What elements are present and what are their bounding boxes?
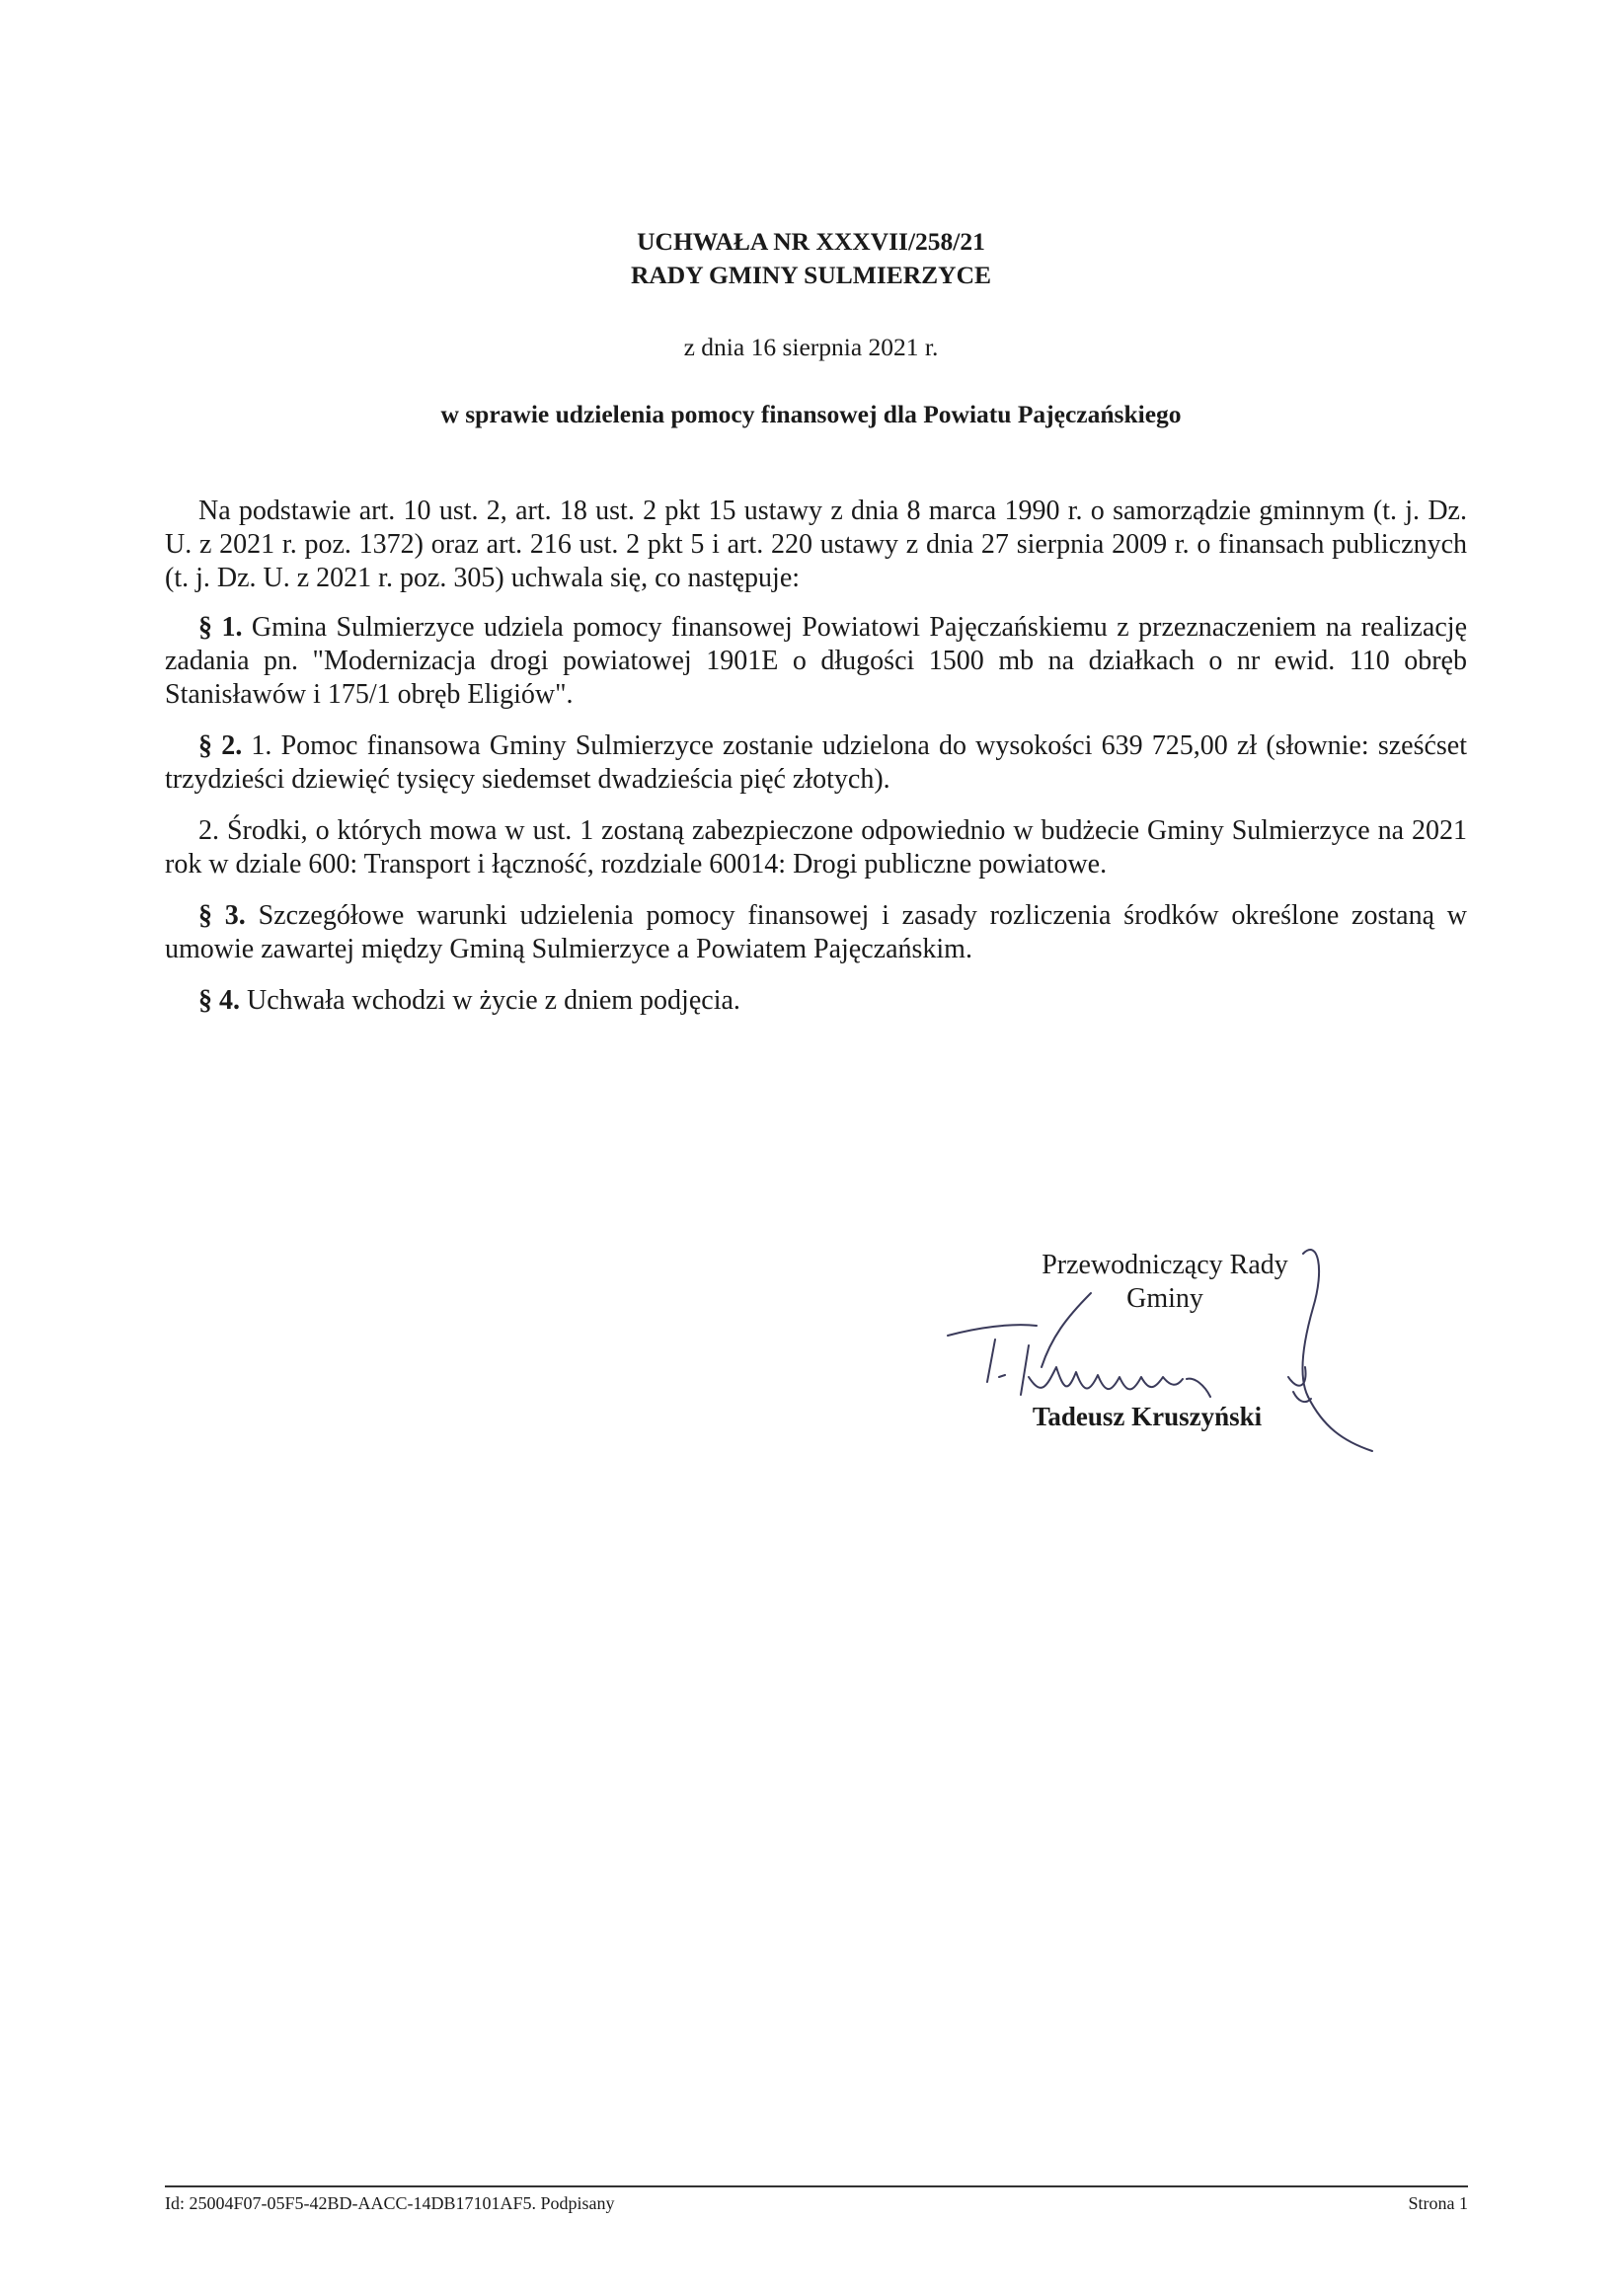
signer-name: Tadeusz Kruszyński — [1032, 1402, 1263, 1431]
signature-role-line-1: Przewodniczący Rady — [1042, 1250, 1288, 1280]
preamble: Na podstawie art. 10 ust. 2, art. 18 ust. 2 pkt 15 ustawy z dnia 8 marca 1990 r. o samorządzie gminnym (t. j. Dz. U. z 2021 r. poz. 1372) oraz art. 216 ust. 2 pkt 5 i art. 220 ustawy z dnia 27 sierpnia 2009 r. o finansach publicznych (t. j. Dz. U. z 2021 r. poz. 305) uchwala się, co następuje: — [165, 496, 1467, 593]
paragraph-text: Uchwała wchodzi w życie z dniem podjęcia. — [240, 985, 740, 1016]
paragraph-text: 1. Pomoc finansowa Gminy Sulmierzyce zostanie udzielona do wysokości 639 725,00 zł (słownie: sześćset trzydzieści dziewięć tysięcy siedemset dwadzieścia pięć złotych). — [165, 730, 1467, 795]
footer-divider — [165, 2185, 1468, 2187]
paragraph-1 — [165, 611, 1467, 712]
resolution-body — [165, 495, 1467, 1035]
paragraph-text: 2. Środki, o których mowa w ust. 1 zostaną zabezpieczone odpowiednio w budżecie Gminy Sulmierzyce na 2021 rok w dziale 600: Transport i łączność, rozdziale 60014: Drogi publiczne powiatowe. — [165, 815, 1467, 880]
section-mark: § 1. — [198, 612, 243, 643]
section-mark: § 4. — [198, 985, 240, 1016]
paragraph-3 — [165, 899, 1467, 966]
council-name: RADY GMINY SULMIERZYCE — [630, 261, 992, 289]
resolution-subject: w sprawie udzielenia pomocy finansowej dla Powiatu Pajęczańskiego — [440, 400, 1182, 428]
resolution-title — [0, 225, 1622, 292]
document-id: Id: 25004F07-05F5-42BD-AACC-14DB17101AF5. Podpisany — [165, 2193, 615, 2213]
signature-role — [997, 1249, 1333, 1316]
paragraph-text: Gmina Sulmierzyce udziela pomocy finansowej Powiatowi Pajęczańskiemu z przeznaczeniem na realizację zadania pn. "Modernizacja drogi powiatowej 1901E o długości 1500 mb na działkach o nr ewid. 110 obręb Stanisławów i 175/1 obręb Eligiów". — [165, 612, 1467, 710]
paragraph-4 — [165, 984, 1467, 1018]
section-mark: § 2. — [198, 730, 243, 761]
paragraph-2-point-2 — [165, 814, 1467, 881]
signature-role-line-2: Gminy — [1126, 1283, 1203, 1314]
resolution-number: UCHWAŁA NR XXXVII/258/21 — [637, 227, 985, 256]
resolution-date: z dnia 16 sierpnia 2021 r. — [683, 333, 939, 361]
paragraph-2 — [165, 729, 1467, 797]
page-number: Strona 1 — [1408, 2193, 1468, 2213]
section-mark: § 3. — [198, 900, 246, 931]
paragraph-text: Szczegółowe warunki udzielenia pomocy finansowej i zasady rozliczenia środków określone zostaną w umowie zawartej między Gminą Sulmierzyce a Powiatem Pajęczańskim. — [165, 900, 1468, 964]
